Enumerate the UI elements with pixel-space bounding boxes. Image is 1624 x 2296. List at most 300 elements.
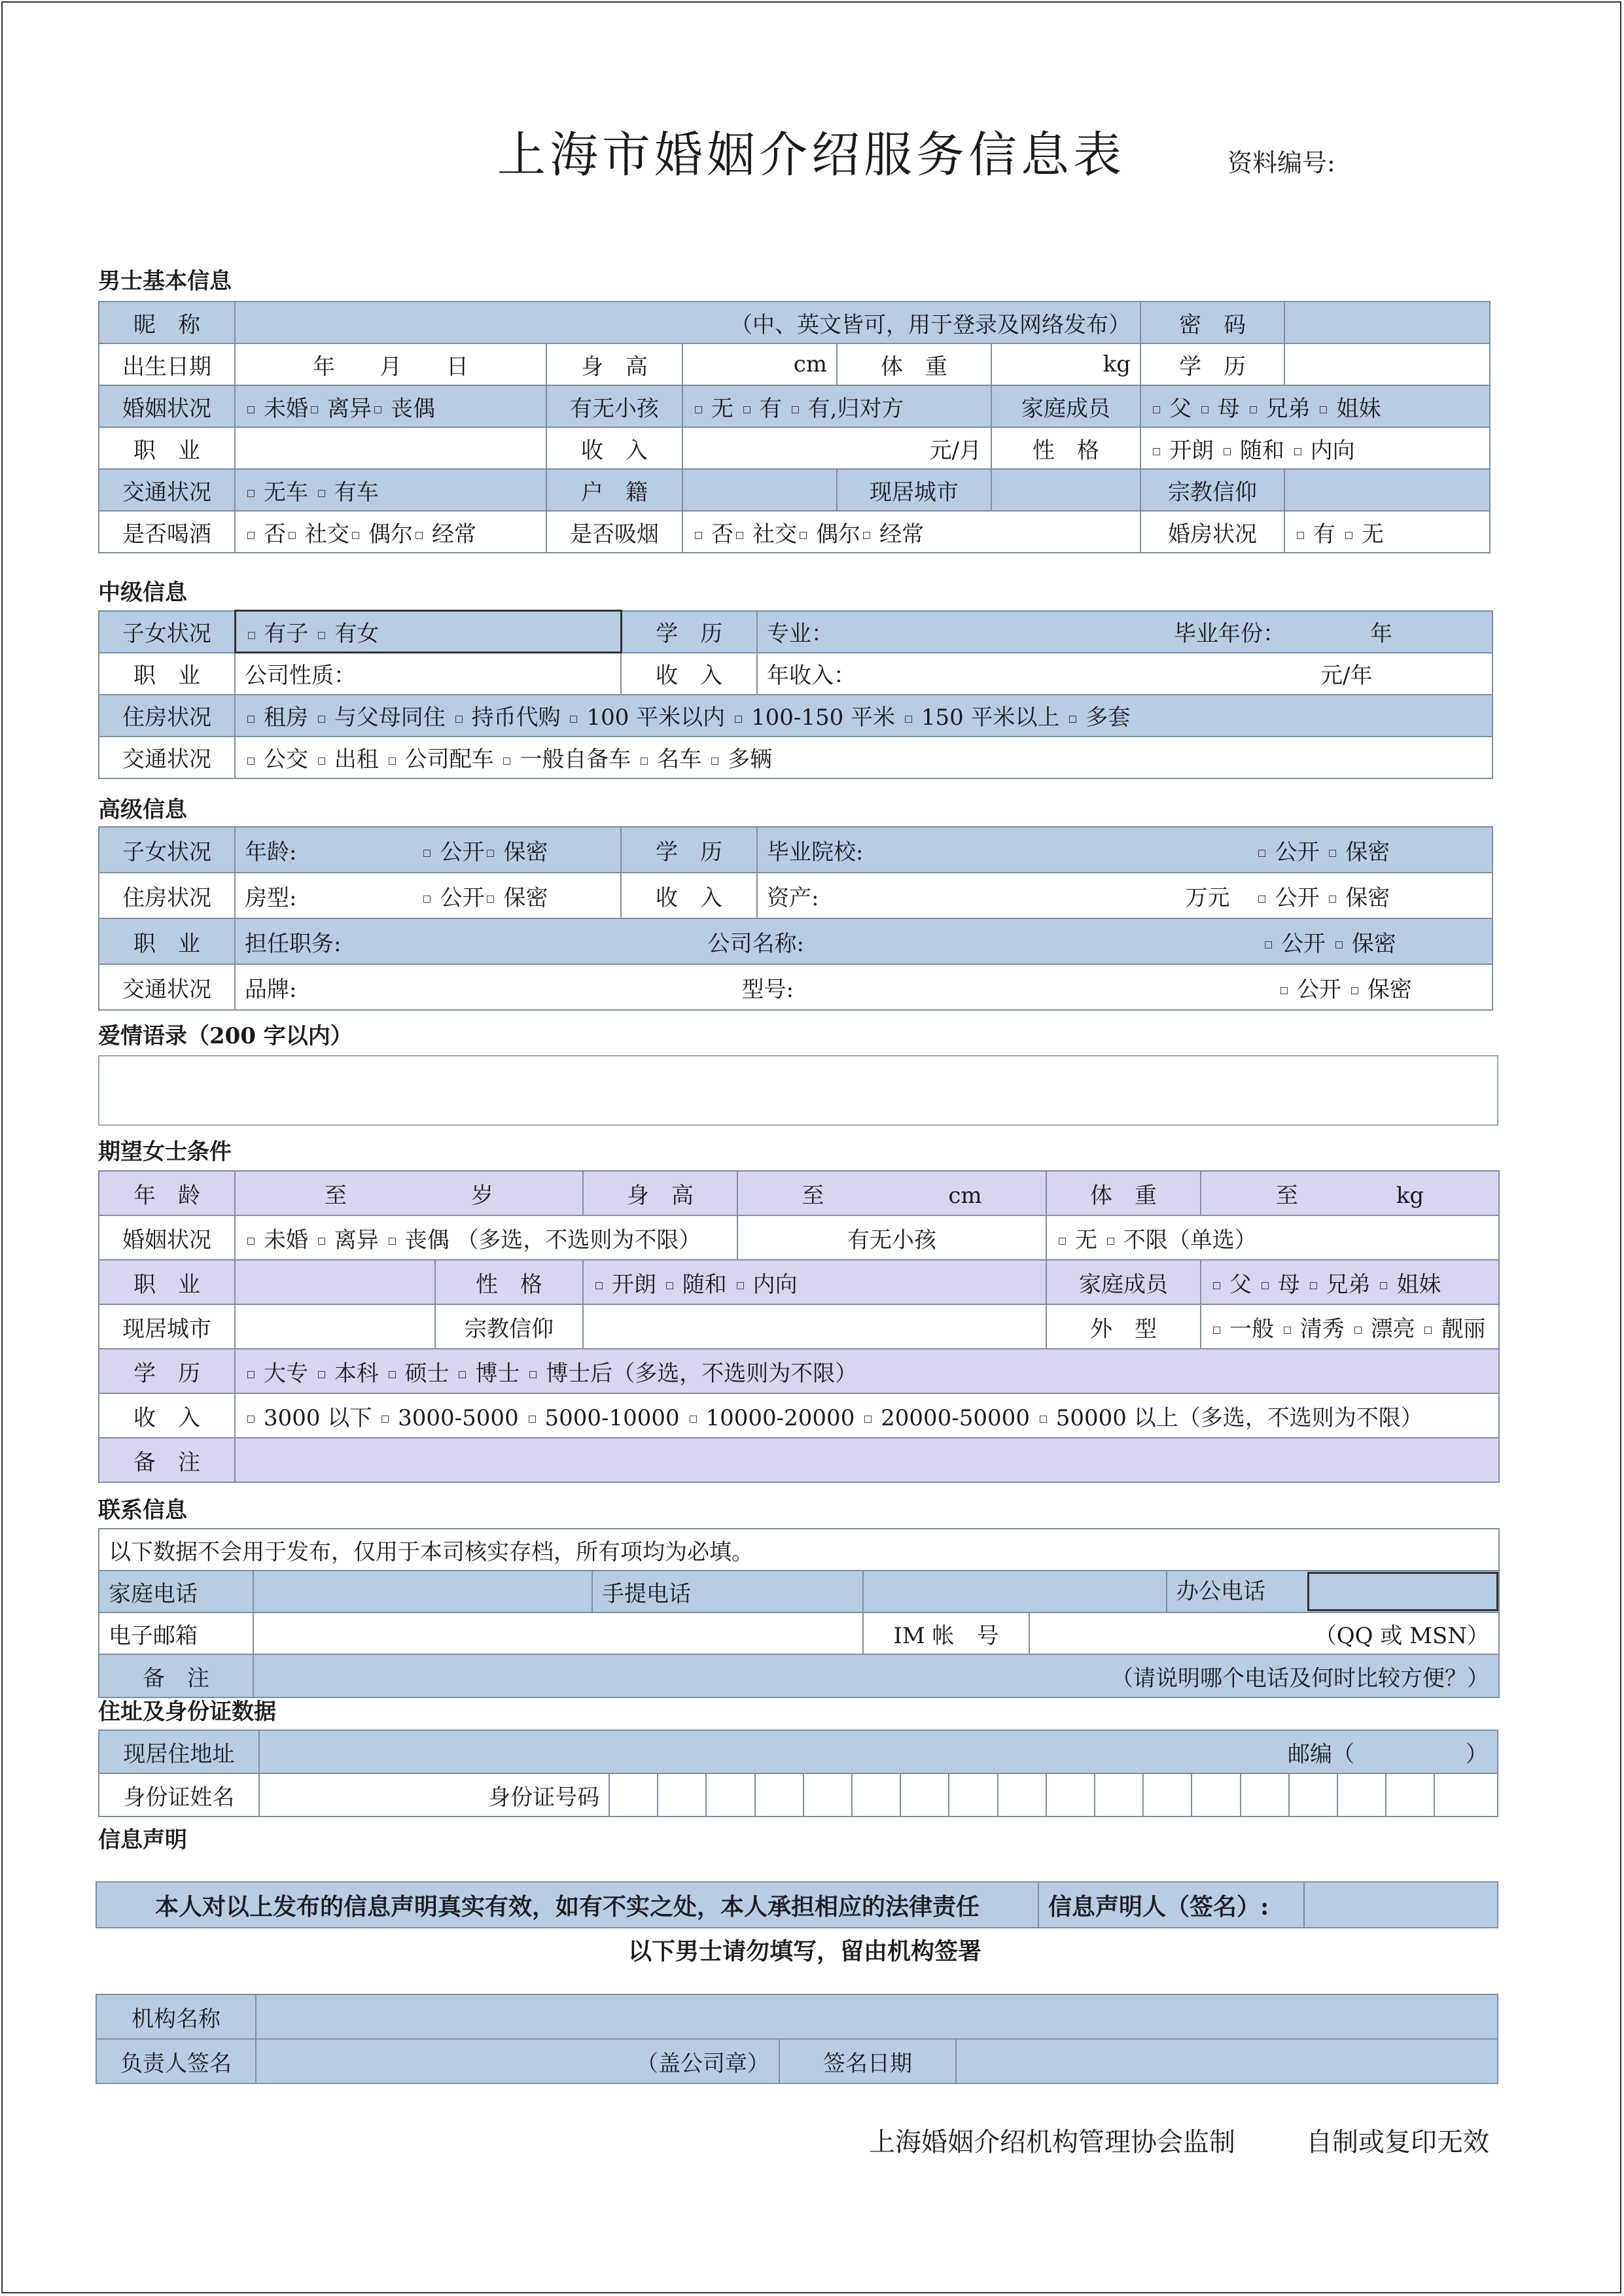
option-label: 博士后 — [546, 1360, 613, 1387]
id-name-label: 身份证姓名 — [99, 1773, 259, 1817]
checkbox[interactable] — [247, 490, 255, 497]
checkbox[interactable] — [1335, 941, 1343, 948]
drinking-label: 是否喝酒 — [99, 511, 235, 553]
birthdate-field[interactable]: 年 月 日 — [235, 343, 546, 385]
option-label: 开朗 — [612, 1271, 656, 1298]
checkbox[interactable] — [666, 1282, 673, 1289]
checkbox[interactable] — [1294, 448, 1301, 455]
education-label: 学 历 — [621, 827, 757, 873]
checkbox[interactable] — [247, 1238, 255, 1245]
option-label: 公司配车 — [404, 746, 494, 773]
id-digit-cell[interactable] — [755, 1773, 803, 1817]
checkbox[interactable] — [389, 1238, 396, 1245]
children-status-options — [235, 611, 621, 653]
smoking-options — [682, 511, 1140, 553]
intermediate-info-table — [98, 610, 1493, 779]
id-digit-cell[interactable] — [900, 1773, 949, 1817]
age-range-field[interactable] — [235, 1171, 583, 1215]
checkbox[interactable] — [1280, 987, 1288, 994]
table-row — [99, 1571, 1499, 1612]
checkbox[interactable] — [595, 1282, 603, 1289]
checkbox[interactable] — [1351, 987, 1358, 994]
id-digit-cell[interactable] — [706, 1773, 754, 1817]
option-label: 有,归对方 — [807, 395, 904, 422]
home-phone-field[interactable] — [253, 1571, 592, 1612]
table-row — [99, 343, 1490, 385]
children-label: 有无小孩 — [737, 1215, 1046, 1260]
doc-number-label: 资料编号: — [1227, 148, 1335, 177]
table-row — [99, 918, 1492, 964]
appearance-label: 外 型 — [1046, 1304, 1201, 1349]
footer-supervisor: 上海婚姻介绍机构管理协会监制 — [869, 2127, 1235, 2157]
checkbox[interactable] — [374, 406, 381, 413]
checkbox[interactable] — [423, 850, 431, 857]
age-field[interactable] — [235, 827, 621, 873]
checkbox[interactable] — [1250, 406, 1257, 413]
contact-notice: 以下数据不会用于发布，仅用于本司核实存档，所有项均为必填。 — [99, 1529, 1499, 1571]
checkbox[interactable] — [735, 716, 742, 723]
checkbox[interactable] — [247, 406, 255, 413]
basic-info-table — [98, 301, 1491, 553]
option-label: 保密 — [503, 839, 548, 865]
option-label: 一般自备车 — [520, 746, 631, 773]
id-digit-cell[interactable] — [1143, 1773, 1192, 1817]
occupation-label: 职 业 — [99, 918, 235, 964]
house-type-label: 房型: — [245, 884, 297, 911]
id-name-field[interactable]: 身份证号码 — [259, 1773, 609, 1817]
weight-unit: kg — [1396, 1182, 1424, 1209]
home-phone-label: 家庭电话 — [99, 1571, 253, 1612]
id-digit-cell[interactable] — [803, 1773, 852, 1817]
address-id-table — [98, 1730, 1498, 1817]
personality-options — [1140, 427, 1490, 469]
income-options — [235, 1393, 1499, 1438]
checkbox[interactable] — [1201, 406, 1209, 413]
footer-invalid-note: 自制或复印无效 — [1306, 2127, 1489, 2157]
sign-date-field[interactable] — [956, 2039, 1498, 2083]
checkbox[interactable] — [318, 1238, 325, 1245]
checkbox[interactable] — [570, 716, 577, 723]
company-name-label: 公司名称: — [707, 930, 804, 957]
id-digit-cell[interactable] — [1095, 1773, 1143, 1817]
checkbox[interactable] — [459, 1371, 466, 1378]
option-label: 多辆 — [728, 746, 773, 773]
checkbox[interactable] — [800, 532, 807, 539]
option-label: 博士 — [475, 1360, 520, 1387]
checkbox[interactable] — [1069, 716, 1076, 723]
checkbox[interactable] — [695, 532, 702, 539]
checkbox[interactable] — [1310, 1282, 1317, 1289]
city-label: 现居城市 — [837, 469, 991, 511]
occupation-label: 职 业 — [99, 653, 235, 695]
checkbox[interactable] — [743, 406, 750, 413]
option-label: 兄弟 — [1265, 395, 1311, 422]
range-to: 至 — [1275, 1182, 1298, 1209]
checkbox[interactable] — [1107, 1238, 1114, 1245]
height-unit: cm — [948, 1182, 982, 1209]
checkbox[interactable] — [864, 1416, 872, 1423]
checkbox[interactable] — [736, 532, 743, 539]
option-label: 名车 — [657, 746, 702, 773]
address-label: 现居住地址 — [99, 1730, 259, 1773]
option-label: 偶尔 — [816, 521, 860, 548]
option-label: 开朗 — [1169, 437, 1214, 464]
weight-range-field[interactable] — [1201, 1171, 1499, 1215]
checkbox[interactable] — [1265, 941, 1272, 948]
responsible-signature-field[interactable]: （盖公司章） — [256, 2039, 779, 2083]
id-digit-cell[interactable] — [1241, 1773, 1289, 1817]
hukou-label: 户 籍 — [546, 469, 682, 511]
transport-label: 交通状况 — [99, 469, 235, 511]
nickname-label: 昵 称 — [99, 302, 235, 343]
table-row — [96, 2039, 1498, 2083]
checkbox[interactable] — [792, 406, 799, 413]
height-range-field[interactable] — [737, 1171, 1046, 1215]
table-row — [99, 469, 1490, 511]
occupation-label: 职 业 — [99, 1260, 235, 1304]
table-row — [99, 1730, 1498, 1773]
position-label: 担任职务: — [245, 930, 342, 957]
checkbox[interactable] — [529, 1371, 537, 1378]
option-label: 出租 — [334, 746, 379, 773]
section-title-contact: 联系信息 — [98, 1497, 187, 1523]
education-label: 学 历 — [621, 611, 757, 653]
religion-field[interactable] — [583, 1304, 1046, 1349]
school-field[interactable] — [757, 827, 1492, 873]
religion-label: 宗教信仰 — [435, 1304, 583, 1349]
table-row — [96, 1994, 1498, 2039]
id-digit-cell[interactable] — [1192, 1773, 1240, 1817]
checkbox[interactable] — [641, 757, 648, 765]
office-phone-label: 办公电话 — [1176, 1578, 1265, 1605]
table-row — [99, 1654, 1499, 1697]
grad-year-label: 毕业年份： — [1174, 621, 1285, 647]
year-unit: 年 — [1370, 621, 1392, 647]
income-label: 收 入 — [621, 873, 757, 918]
checkbox[interactable] — [487, 896, 494, 903]
checkbox[interactable] — [352, 532, 359, 539]
wedding-house-label: 婚房状况 — [1140, 511, 1284, 553]
section-title-advanced: 高级信息 — [98, 797, 187, 823]
checkbox[interactable] — [1040, 1416, 1047, 1423]
occupation-label: 职 业 — [99, 427, 235, 469]
option-label: 公开 — [1296, 976, 1341, 1003]
id-digit-cell[interactable] — [949, 1773, 997, 1817]
option-label: 一般 — [1229, 1315, 1274, 1342]
checkbox[interactable] — [389, 1371, 396, 1378]
checkbox[interactable] — [1297, 532, 1304, 539]
table-row — [99, 737, 1492, 778]
option-label: 5000-10000 — [544, 1404, 680, 1431]
range-to: 至 — [325, 1182, 347, 1209]
advanced-info-table — [98, 826, 1493, 1011]
checkbox[interactable] — [311, 406, 318, 413]
id-digit-cell[interactable] — [609, 1773, 658, 1817]
responsible-signature-label: 负责人签名 — [96, 2039, 256, 2083]
option-label: 保密 — [1351, 930, 1396, 957]
option-label: 保密 — [1345, 884, 1390, 911]
transport-options — [235, 737, 1492, 778]
im-account-field[interactable]: （QQ 或 MSN） — [1029, 1612, 1499, 1654]
table-row — [99, 873, 1492, 918]
house-type-field[interactable] — [235, 873, 621, 918]
checkbox[interactable] — [905, 716, 912, 723]
marital-label: 婚姻状况 — [99, 1215, 235, 1260]
age-label: 年龄: — [245, 839, 297, 865]
checkbox[interactable] — [1380, 1282, 1387, 1289]
section-title-declaration: 信息声明 — [98, 1827, 187, 1853]
checkbox[interactable] — [389, 757, 396, 765]
checkbox[interactable] — [1424, 1327, 1432, 1334]
family-label: 家庭成员 — [1046, 1260, 1201, 1304]
checkbox[interactable] — [529, 1416, 536, 1423]
major-field[interactable] — [757, 611, 1492, 653]
checkbox[interactable] — [248, 632, 255, 639]
checkbox[interactable] — [247, 1371, 255, 1378]
housing-label: 住房状况 — [99, 873, 235, 918]
table-row — [99, 1612, 1499, 1654]
children-status-label: 子女状况 — [99, 827, 235, 873]
city-field[interactable] — [991, 469, 1140, 511]
checkbox[interactable] — [455, 716, 463, 723]
checkbox[interactable] — [737, 1282, 744, 1289]
major-label: 专业： — [767, 621, 834, 647]
option-label: 母 — [1217, 395, 1240, 422]
table-row — [99, 611, 1492, 653]
checkbox[interactable] — [318, 716, 325, 723]
religion-field[interactable] — [1284, 469, 1490, 511]
table-row — [99, 511, 1490, 553]
declarant-signature-field[interactable] — [1304, 1882, 1498, 1928]
income-note: （多选，不选则为不限） — [1178, 1404, 1423, 1431]
annual-income-field[interactable] — [757, 653, 1492, 695]
option-label: 100 平米以内 — [586, 704, 726, 731]
expectation-table — [98, 1170, 1500, 1483]
checkbox[interactable] — [318, 1371, 325, 1378]
checkbox[interactable] — [1224, 448, 1231, 455]
id-digit-cell[interactable] — [1337, 1773, 1386, 1817]
checkbox[interactable] — [503, 757, 510, 765]
smoking-label: 是否吸烟 — [546, 511, 682, 553]
position-field[interactable] — [235, 918, 1492, 964]
transport-options — [235, 469, 546, 511]
wedding-house-options — [1284, 511, 1490, 553]
table-row — [99, 1260, 1499, 1304]
checkbox[interactable] — [318, 632, 325, 639]
office-phone-cell — [1167, 1571, 1499, 1612]
option-label: 丧偶 — [391, 395, 435, 422]
checkbox[interactable] — [1262, 1282, 1269, 1289]
option-label: 与父母同住 — [334, 704, 446, 731]
option-label: 内向 — [1310, 437, 1355, 464]
company-type-field[interactable]: 公司性质： — [235, 653, 621, 695]
city-label: 现居城市 — [99, 1304, 235, 1349]
drinking-options — [235, 511, 546, 553]
housing-label: 住房状况 — [99, 695, 235, 737]
section-title-address: 住址及身份证数据 — [98, 1699, 276, 1725]
declaration-text: 本人对以上发布的信息声明真实有效，如有不实之处，本人承担相应的法律责任 — [96, 1882, 1038, 1928]
option-label: 随和 — [682, 1271, 727, 1298]
option-label: 否 — [264, 521, 286, 548]
education-options — [235, 1349, 1499, 1393]
option-label: 不限（单选） — [1123, 1226, 1257, 1253]
checkbox[interactable] — [1153, 448, 1160, 455]
contact-table — [98, 1528, 1500, 1698]
contact-remark-field[interactable]: （请说明哪个电话及何时比较方便？） — [253, 1654, 1499, 1697]
nickname-field[interactable]: （中、英文皆可，用于登录及网络发布） — [235, 302, 1140, 343]
password-label: 密 码 — [1140, 302, 1284, 343]
checkbox[interactable] — [247, 757, 255, 765]
email-field[interactable] — [253, 1612, 863, 1654]
checkbox[interactable] — [247, 1416, 255, 1423]
id-digit-cell[interactable] — [1046, 1773, 1095, 1817]
option-label: 清秀 — [1299, 1315, 1345, 1342]
remark-field[interactable] — [235, 1438, 1499, 1482]
option-label: 漂亮 — [1370, 1315, 1415, 1342]
checkbox[interactable] — [1213, 1327, 1220, 1334]
option-label: 经常 — [879, 521, 924, 548]
education-field[interactable] — [1284, 343, 1490, 385]
checkbox[interactable] — [1320, 406, 1327, 413]
office-phone-field[interactable] — [1307, 1572, 1498, 1611]
income-label: 收 入 — [546, 427, 682, 469]
income-field[interactable]: 元/月 — [682, 427, 991, 469]
table-row — [99, 1438, 1499, 1482]
section-title-expectation: 期望女士条件 — [98, 1139, 232, 1165]
occupation-field[interactable] — [235, 1260, 435, 1304]
option-label: 未婚 — [264, 1226, 308, 1253]
checkbox[interactable] — [711, 757, 718, 765]
checkbox[interactable] — [1059, 1238, 1066, 1245]
checkbox[interactable] — [487, 850, 494, 857]
option-label: 10000-20000 — [705, 1404, 855, 1431]
checkbox[interactable] — [1329, 896, 1336, 903]
table-row — [99, 1773, 1498, 1817]
option-label: 离异 — [334, 1226, 379, 1253]
option-label: 偶尔 — [368, 521, 413, 548]
option-label: 150 平米以上 — [921, 704, 1060, 731]
table-row — [96, 1882, 1498, 1928]
option-label: 公开 — [1275, 839, 1320, 865]
checkbox[interactable] — [1153, 406, 1160, 413]
love-quote-textarea[interactable] — [98, 1055, 1498, 1126]
occupation-field[interactable] — [235, 427, 546, 469]
option-label: 无车 — [264, 479, 308, 506]
personality-label: 性 格 — [991, 427, 1140, 469]
table-row — [99, 302, 1490, 343]
option-label: 父 — [1229, 1271, 1252, 1298]
checkbox[interactable] — [381, 1416, 389, 1423]
option-label: 否 — [711, 521, 733, 548]
education-label: 学 历 — [99, 1349, 235, 1393]
id-digit-cell[interactable] — [1386, 1773, 1434, 1817]
option-label: 公开 — [1275, 884, 1320, 911]
agency-table — [96, 1994, 1498, 2084]
checkbox[interactable] — [289, 532, 296, 539]
school-label: 毕业院校: — [767, 839, 864, 865]
income-label: 收 入 — [621, 653, 757, 695]
option-label: 有女 — [334, 621, 380, 647]
checkbox[interactable] — [1345, 532, 1352, 539]
address-field[interactable]: 邮编（ ） — [259, 1730, 1498, 1773]
option-label: 内向 — [752, 1271, 798, 1298]
option-label: 100-150 平米 — [750, 704, 896, 731]
checkbox[interactable] — [690, 1416, 697, 1423]
id-digit-cell[interactable] — [1434, 1773, 1498, 1817]
option-label: 随和 — [1239, 437, 1284, 464]
checkbox[interactable] — [695, 406, 702, 413]
checkbox[interactable] — [1213, 1282, 1220, 1289]
option-label: 社交 — [752, 521, 797, 548]
table-row — [99, 964, 1492, 1010]
transport-label: 交通状况 — [99, 964, 235, 1010]
checkbox[interactable] — [1258, 896, 1265, 903]
checkbox[interactable] — [423, 896, 431, 903]
checkbox[interactable] — [1329, 850, 1336, 857]
option-label: 有车 — [334, 479, 379, 506]
personality-label: 性 格 — [435, 1260, 583, 1304]
option-label: 公交 — [264, 746, 308, 773]
option-label: 丧偶 — [404, 1226, 450, 1253]
asset-field[interactable] — [757, 873, 1492, 918]
housing-options — [235, 695, 1492, 737]
option-label: 无 — [1075, 1226, 1097, 1253]
option-label: 有子 — [264, 621, 309, 647]
id-digit-cell[interactable] — [1289, 1773, 1337, 1817]
checkbox[interactable] — [863, 532, 870, 539]
checkbox[interactable] — [1258, 850, 1265, 857]
education-note: （多选，不选则为不限） — [612, 1360, 858, 1387]
password-field[interactable] — [1284, 302, 1490, 343]
marital-options — [235, 385, 546, 427]
religion-label: 宗教信仰 — [1140, 469, 1284, 511]
education-label: 学 历 — [1140, 343, 1284, 385]
children-options — [1046, 1215, 1499, 1260]
city-field[interactable] — [235, 1304, 435, 1349]
agency-name-field[interactable] — [256, 1994, 1498, 2039]
height-field[interactable]: cm — [682, 343, 837, 385]
checkbox[interactable] — [415, 532, 423, 539]
option-label: 公开 — [1280, 930, 1326, 957]
family-options — [1201, 1260, 1499, 1304]
table-row — [99, 827, 1492, 873]
weight-field[interactable]: kg — [991, 343, 1140, 385]
mobile-phone-field[interactable] — [863, 1571, 1167, 1612]
income-label: 收 入 — [99, 1393, 235, 1438]
section-title-intermediate: 中级信息 — [98, 580, 187, 606]
id-digit-cell[interactable] — [658, 1773, 706, 1817]
height-label: 身 高 — [583, 1171, 737, 1215]
checkbox[interactable] — [1354, 1327, 1362, 1334]
id-digit-cell[interactable] — [852, 1773, 900, 1817]
checkbox[interactable] — [1284, 1327, 1291, 1334]
hukou-field[interactable] — [682, 469, 837, 511]
checkbox[interactable] — [318, 490, 325, 497]
checkbox[interactable] — [247, 532, 255, 539]
id-digit-cell[interactable] — [998, 1773, 1046, 1817]
agency-only-note: 以下男士请勿填写，留由机构签署 — [628, 1938, 982, 1965]
table-row — [99, 427, 1490, 469]
checkbox[interactable] — [318, 757, 325, 765]
sign-date-label: 签名日期 — [779, 2039, 956, 2083]
option-label: 经常 — [432, 521, 476, 548]
option-label: 硕士 — [404, 1360, 450, 1387]
table-row — [99, 653, 1492, 695]
option-label: 租房 — [264, 704, 308, 731]
mobile-phone-label: 手提电话 — [592, 1571, 863, 1612]
checkbox[interactable] — [247, 716, 255, 723]
car-brand-field[interactable] — [235, 964, 1492, 1010]
